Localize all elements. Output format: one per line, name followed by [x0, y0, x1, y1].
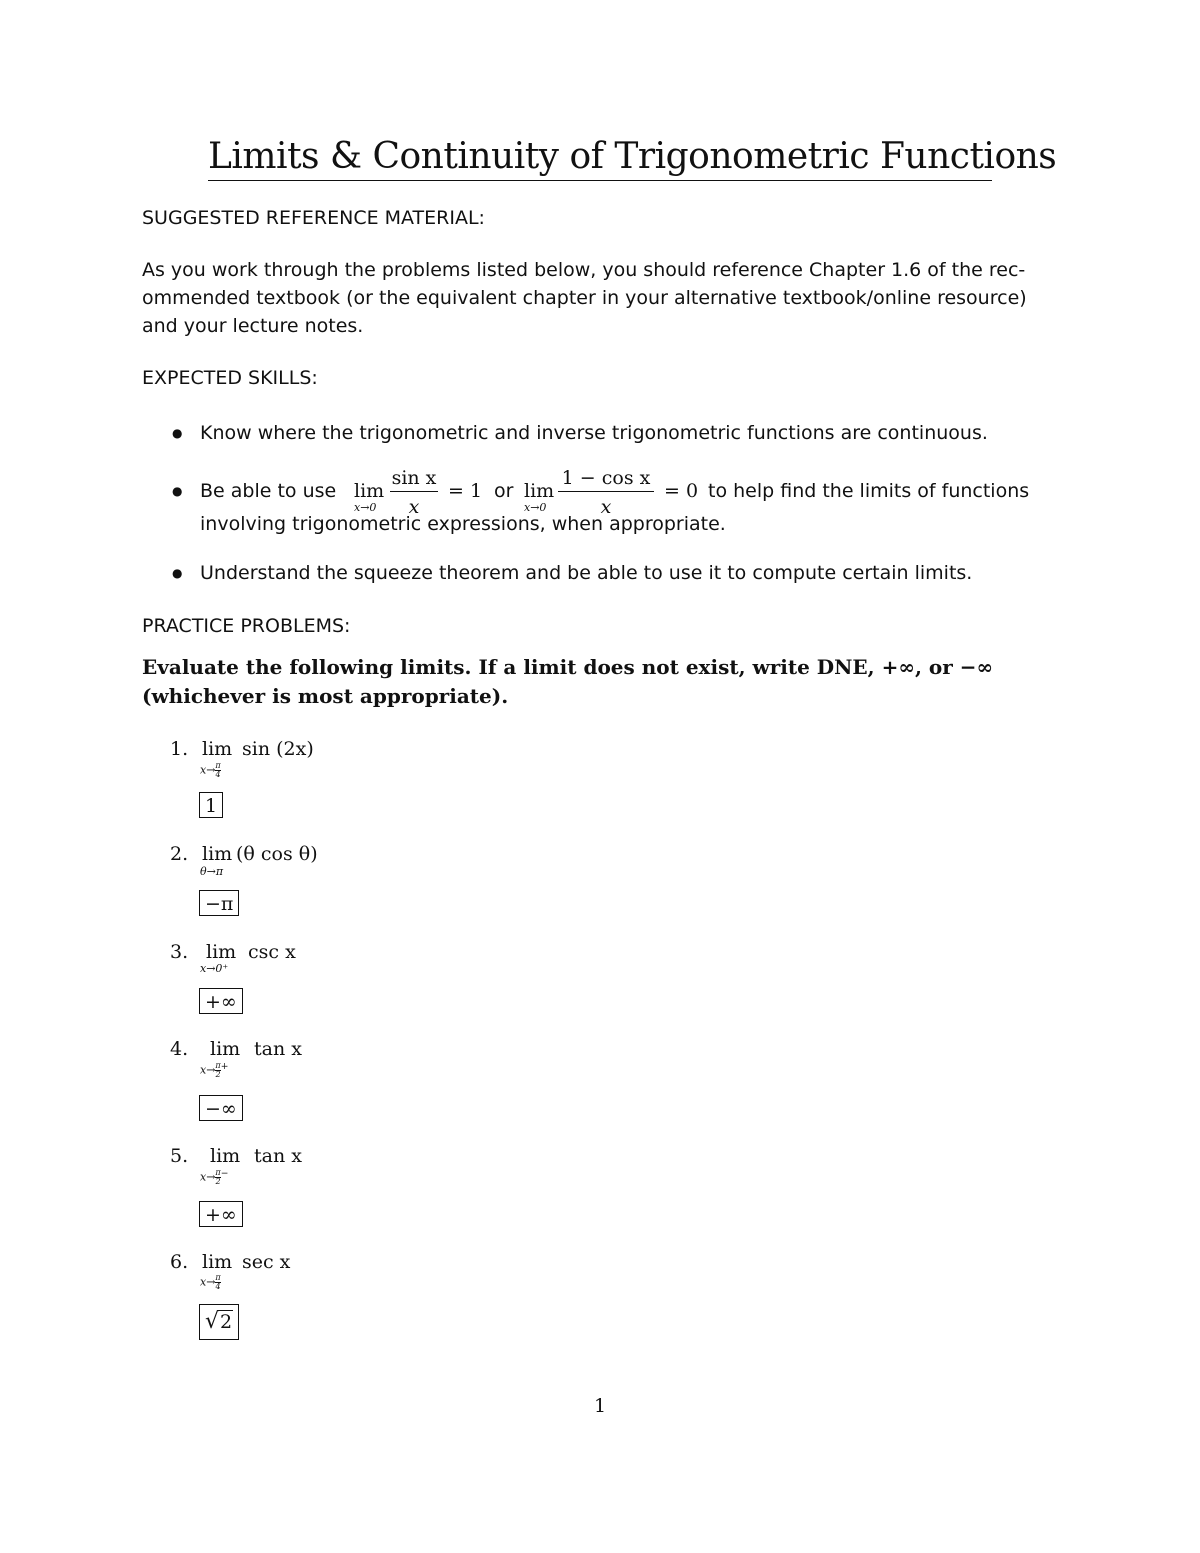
- limit-operator: lim: [354, 480, 385, 502]
- instruction-line: Evaluate the following limits. If a limit does not exist, write DNE, +∞, or −∞: [142, 655, 994, 679]
- reference-line: As you work through the problems listed below, you should reference Chapter 1.6 of the rec-: [142, 259, 1026, 281]
- page-title: Limits & Continuity of Trigonometric Functions: [208, 136, 1057, 177]
- limit-operator: lim: [206, 941, 237, 963]
- bullet-marker: ●: [172, 484, 183, 498]
- limit-expression: sec x: [242, 1251, 291, 1273]
- limit-subscript: x→0: [354, 501, 377, 514]
- limit-operator: lim: [202, 1251, 233, 1273]
- limit-expression: (θ cos θ): [236, 843, 318, 865]
- fraction-denominator: x: [408, 496, 420, 518]
- limit-expression: sin (2x): [242, 738, 314, 760]
- instruction-line: (whichever is most appropriate).: [142, 684, 509, 708]
- answer-box: 1: [199, 792, 223, 818]
- answer-box: +∞: [199, 988, 243, 1014]
- problem-number: 2.: [170, 843, 189, 865]
- fraction-numerator: 1 − cos x: [561, 467, 651, 489]
- reference-line: and your lecture notes.: [142, 315, 364, 337]
- answer-box: −∞: [199, 1095, 243, 1121]
- limit-expression: csc x: [248, 941, 296, 963]
- limit-subscript: θ→π: [200, 865, 224, 878]
- practice-heading: PRACTICE PROBLEMS:: [142, 615, 351, 637]
- limit-operator: lim: [202, 738, 233, 760]
- limit-operator: lim: [202, 843, 233, 865]
- reference-heading: SUGGESTED REFERENCE MATERIAL:: [142, 207, 485, 229]
- problem-number: 3.: [170, 941, 189, 963]
- limit-subscript: x→0⁺: [200, 962, 229, 975]
- problem-number: 6.: [170, 1251, 189, 1273]
- fraction-numerator: sin x: [391, 467, 437, 489]
- radicand: 2: [220, 1311, 233, 1333]
- limit-operator: lim: [210, 1145, 241, 1167]
- reference-paragraph: [142, 256, 1062, 340]
- limit-operator: lim: [524, 480, 555, 502]
- reference-line: ommended textbook (or the equivalent chapter in your alternative textbook/online resource): [142, 287, 1027, 309]
- limit-subscript: x→ $\frac{\pi}{4}$: [200, 1273, 221, 1291]
- fraction-bar: [558, 491, 654, 492]
- skill-item-limits-line2: involving trigonometric expressions, when appropriate.: [200, 513, 726, 535]
- limit-subscript: x→ $\frac{\pi}{2}^-$: [200, 1168, 229, 1187]
- limit-subscript: x→ $\frac{\pi}{4}$: [200, 761, 221, 779]
- limit-subscript: x→ $\frac{\pi}{2}^+$: [200, 1061, 229, 1080]
- limit-operator: lim: [210, 1038, 241, 1060]
- answer-box: [199, 1304, 239, 1340]
- answer-box: +∞: [199, 1201, 243, 1227]
- equals-one: = 1: [448, 480, 483, 502]
- skills-heading: EXPECTED SKILLS:: [142, 367, 318, 389]
- limit-subscript: x→0: [524, 501, 547, 514]
- page-number: 1: [593, 1395, 607, 1417]
- skill-item-limits-lead: Be able to use: [200, 480, 337, 502]
- limit-expression: tan x: [254, 1145, 302, 1167]
- problem-number: 5.: [170, 1145, 189, 1167]
- bullet-marker: ●: [172, 426, 183, 440]
- limit-expression: tan x: [254, 1038, 302, 1060]
- problem-number: 4.: [170, 1038, 189, 1060]
- title-underline: [208, 180, 992, 181]
- answer-box: −π: [199, 890, 239, 916]
- equals-zero: = 0: [664, 480, 699, 502]
- fraction-bar: [390, 491, 438, 492]
- problem-number: 1.: [170, 738, 189, 760]
- bullet-marker: ●: [172, 566, 183, 580]
- radical-sign: √: [205, 1309, 220, 1334]
- or-text: or: [494, 480, 514, 502]
- skill-item-continuity: Know where the trigonometric and inverse trigonometric functions are continuous.: [200, 422, 988, 444]
- fraction-denominator: x: [600, 496, 612, 518]
- skill-item-limits-tail: to help find the limits of functions: [708, 480, 1030, 502]
- skill-item-squeeze: Understand the squeeze theorem and be able to use it to compute certain limits.: [200, 562, 973, 584]
